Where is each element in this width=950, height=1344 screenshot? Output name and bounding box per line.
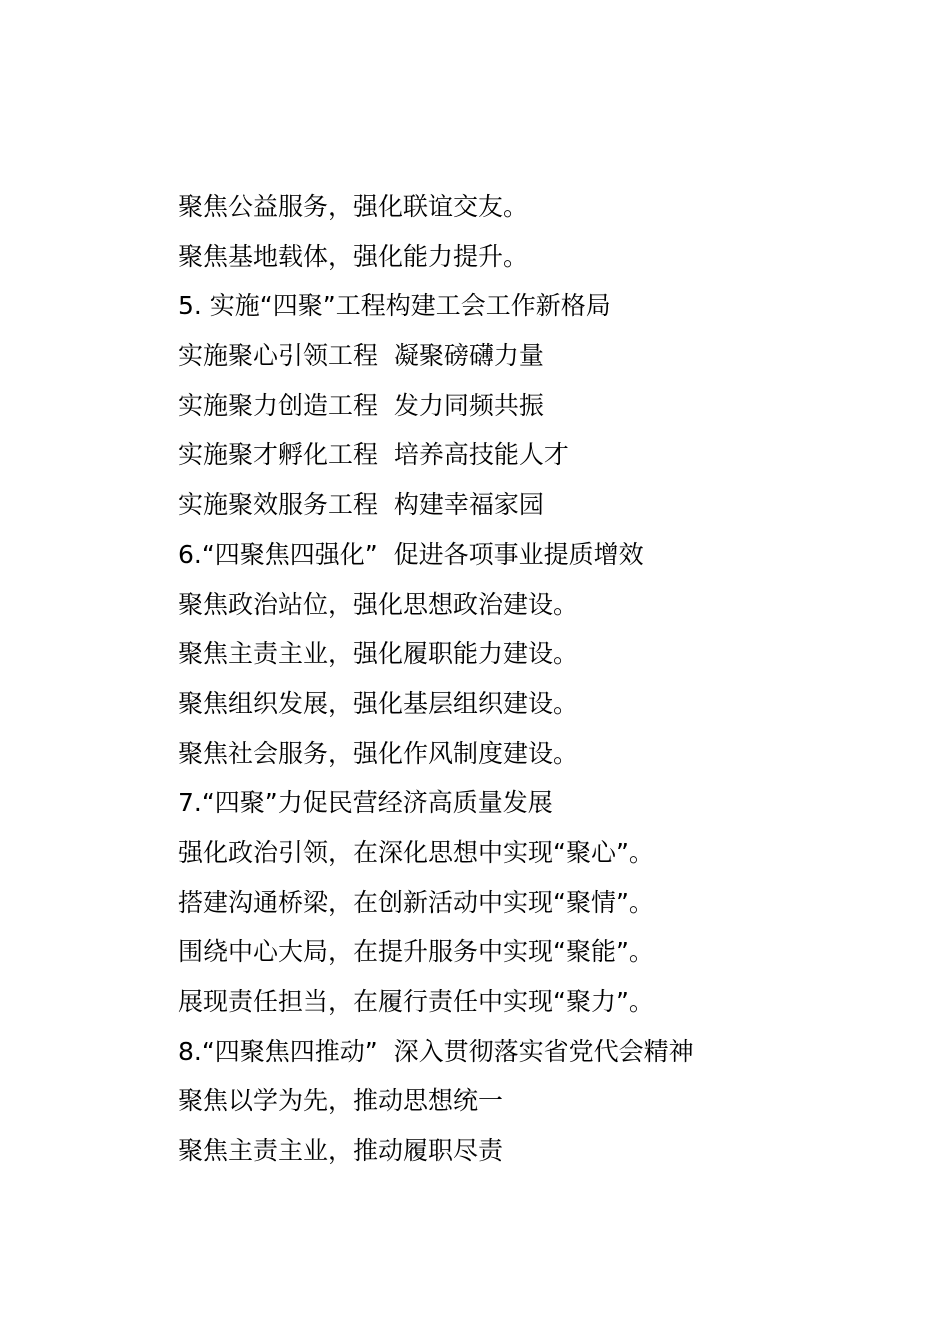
section-heading: 5. 实施“四聚”工程构建工会工作新格局 (178, 291, 611, 321)
text-line: 强化政治引领，在深化思想中实现“聚心”。 (178, 837, 654, 867)
document-body (178, 182, 898, 1176)
section-heading: 8.“四聚焦四推动” 深入贯彻落实省党代会精神 (178, 1036, 694, 1066)
text-line: 聚焦基地载体，强化能力提升。 (178, 241, 529, 271)
text-line: 展现责任担当，在履行责任中实现“聚力”。 (178, 987, 654, 1016)
text-line: 聚焦公益服务，强化联谊交友。 (178, 192, 529, 221)
text-line: 实施聚心引领工程 凝聚磅礴力量 (178, 341, 544, 371)
text-line: 聚焦主责主业，推动履职尽责 (178, 1136, 504, 1166)
text-line: 实施聚才孵化工程 培养高技能人才 (178, 440, 569, 470)
text-line: 实施聚力创造工程 发力同频共振 (178, 390, 544, 420)
text-line: 聚焦政治站位，强化思想政治建设。 (178, 589, 579, 619)
text-line: 聚焦主责主业，强化履职能力建设。 (178, 639, 579, 669)
section-heading: 6.“四聚焦四强化” 促进各项事业提质增效 (178, 539, 644, 569)
section-heading: 7.“四聚”力促民营经济高质量发展 (178, 788, 553, 818)
text-line: 聚焦社会服务，强化作风制度建设。 (178, 738, 579, 768)
text-line: 聚焦以学为先，推动思想统一 (178, 1086, 504, 1116)
text-line: 围绕中心大局，在提升服务中实现“聚能”。 (178, 937, 654, 967)
text-line: 聚焦组织发展，强化基层组织建设。 (178, 688, 579, 718)
text-line: 搭建沟通桥梁，在创新活动中实现“聚情”。 (178, 887, 654, 917)
text-line: 实施聚效服务工程 构建幸福家园 (178, 490, 544, 520)
